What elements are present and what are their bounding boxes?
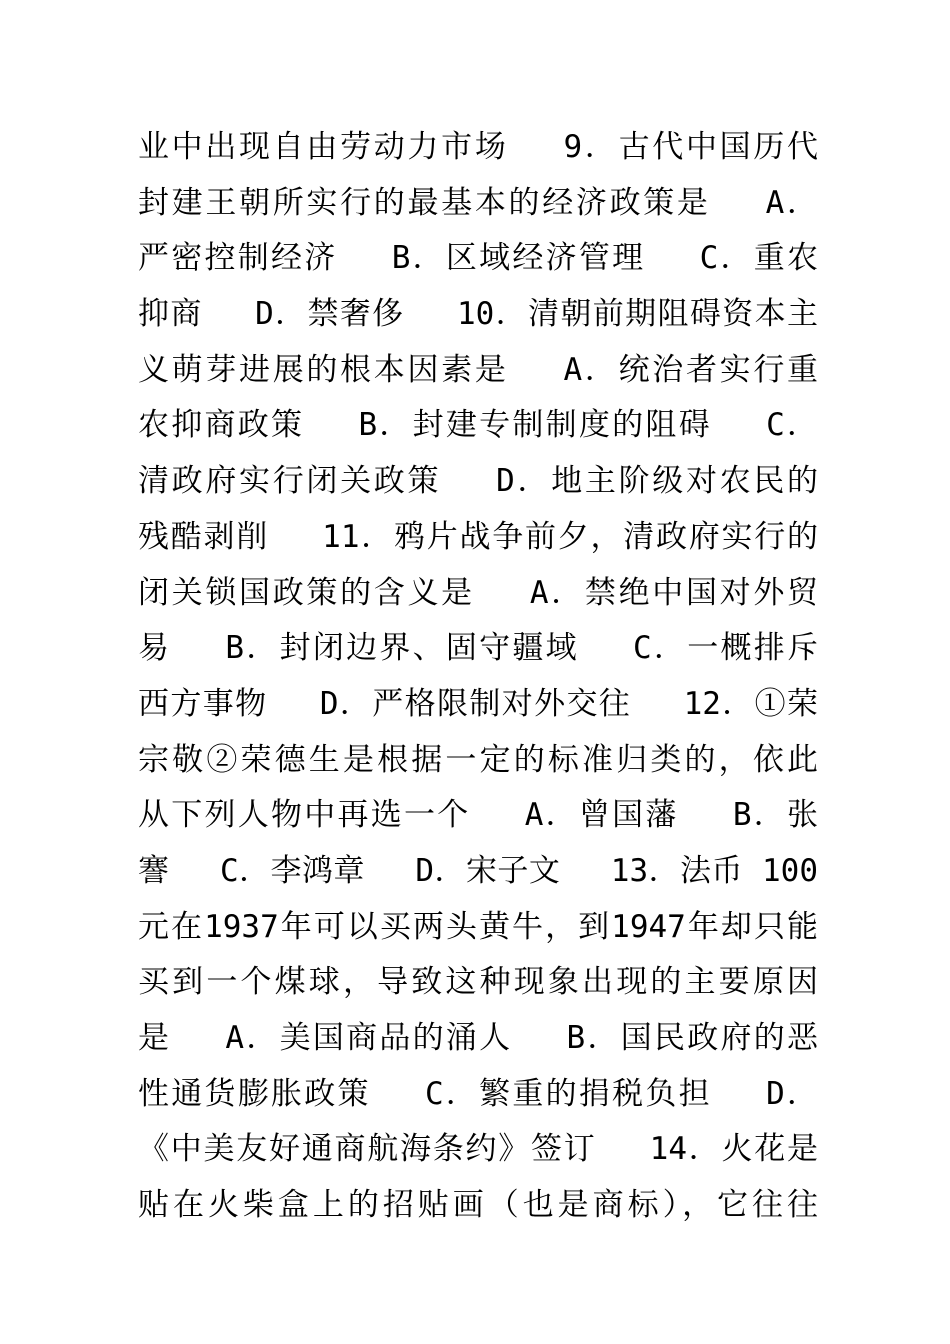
text-line: 从下列人物中再选一个 A．曾国藩 B．张 xyxy=(138,797,818,834)
text-line: 封建王朝所实行的最基本的经济政策是 A． xyxy=(138,184,818,221)
text-line: 元在1937年可以买两头黄牛，到1947年却只能 xyxy=(138,908,818,945)
text-line: 宗敬②荣德生是根据一定的标准归类的，依此 xyxy=(138,741,818,778)
text-line: 残酷剥削 11．鸦片战争前夕，清政府实行的 xyxy=(138,518,818,555)
text-line: 《中美友好通商航海条约》签订 14．火花是 xyxy=(138,1131,818,1168)
text-line: 农抑商政策 B．封建专制制度的阻碍 C． xyxy=(138,407,818,444)
text-line: 謇 C．李鸿章 D．宋子文 13．法币 100 xyxy=(138,852,818,889)
text-line: 西方事物 D．严格限制对外交往 12．①荣 xyxy=(138,685,818,722)
text-line: 义萌芽进展的根本因素是 A．统治者实行重 xyxy=(138,351,818,388)
text-line: 贴在火柴盒上的招贴画（也是商标），它往往 xyxy=(138,1187,818,1224)
text-line: 买到一个煤球，导致这种现象出现的主要原因 xyxy=(138,964,818,1001)
text-line: 易 B．封闭边界、固守疆域 C．一概排斥 xyxy=(138,630,818,667)
text-line: 是 A．美国商品的涌人 B．国民政府的恶 xyxy=(138,1020,818,1056)
body-text xyxy=(138,120,818,1234)
text-line: 业中出现自由劳动力市场 9．古代中国历代 xyxy=(138,129,818,165)
text-line: 抑商 D．禁奢侈 10．清朝前期阻碍资本主 xyxy=(138,296,818,333)
text-line: 清政府实行闭关政策 D．地主阶级对农民的 xyxy=(138,463,818,500)
text-line: 闭关锁国政策的含义是 A．禁绝中国对外贸 xyxy=(138,574,818,611)
text-line: 严密控制经济 B．区域经济管理 C．重农 xyxy=(138,240,818,277)
text-line: 性通货膨胀政策 C．繁重的捐税负担 D． xyxy=(138,1075,818,1112)
